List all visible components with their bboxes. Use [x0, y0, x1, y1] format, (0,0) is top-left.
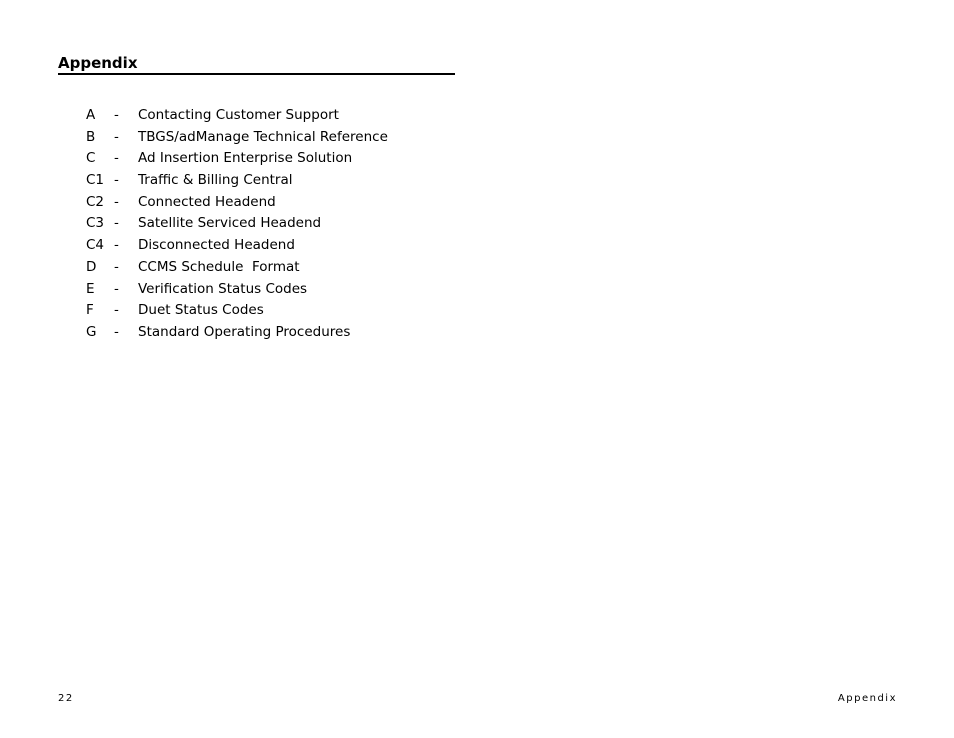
- separator-dash: -: [114, 215, 119, 232]
- appendix-letter: C1: [86, 172, 105, 189]
- appendix-letter: B: [86, 128, 96, 145]
- appendix-title: Traffic & Billing Central: [138, 172, 293, 189]
- appendix-title: TBGS/adManage Technical Reference: [138, 128, 388, 145]
- appendix-title: Satellite Serviced Headend: [138, 215, 322, 232]
- appendix-title: Duet Status Codes: [138, 302, 264, 319]
- list-item: [86, 127, 388, 149]
- list-item: [86, 279, 388, 301]
- appendix-title: Verification Status Codes: [138, 280, 308, 297]
- list-item: [86, 170, 388, 192]
- separator-dash: -: [114, 323, 119, 340]
- appendix-letter: E: [86, 280, 95, 297]
- separator-dash: -: [114, 107, 119, 123]
- footer-section-name: Appendix: [837, 693, 897, 704]
- appendix-letter: D: [86, 258, 97, 275]
- appendix-title: CCMS Schedule Format: [138, 258, 300, 275]
- list-item: [86, 257, 388, 279]
- appendix-letter: C4: [86, 237, 105, 254]
- list-item: [86, 300, 388, 322]
- appendix-list: [86, 105, 388, 344]
- appendix-title: Contacting Customer Support: [138, 107, 339, 123]
- separator-dash: -: [114, 128, 119, 145]
- separator-dash: -: [114, 258, 119, 275]
- list-item: [86, 322, 388, 344]
- separator-dash: -: [114, 302, 119, 319]
- separator-dash: -: [114, 172, 119, 189]
- appendix-title: Ad Insertion Enterprise Solution: [138, 150, 353, 167]
- list-item: [86, 235, 388, 257]
- page-title: Appendix: [58, 54, 138, 72]
- appendix-letter: F: [86, 302, 94, 319]
- appendix-letter: G: [86, 323, 97, 340]
- appendix-title: Standard Operating Procedures: [138, 323, 351, 340]
- list-item: [86, 148, 388, 170]
- appendix-letter: C2: [86, 193, 105, 210]
- separator-dash: -: [114, 280, 119, 297]
- appendix-letter: C3: [86, 215, 105, 232]
- appendix-letter: C: [86, 150, 96, 167]
- list-item: [86, 192, 388, 214]
- page-number: 22: [58, 693, 74, 704]
- appendix-title: Disconnected Headend: [138, 237, 295, 254]
- list-item: [86, 105, 388, 127]
- appendix-title: Connected Headend: [138, 193, 276, 210]
- separator-dash: -: [114, 237, 119, 254]
- heading-underline: [58, 54, 455, 75]
- separator-dash: -: [114, 150, 119, 167]
- separator-dash: -: [114, 193, 119, 210]
- list-item: [86, 213, 388, 235]
- appendix-letter: A: [86, 107, 96, 123]
